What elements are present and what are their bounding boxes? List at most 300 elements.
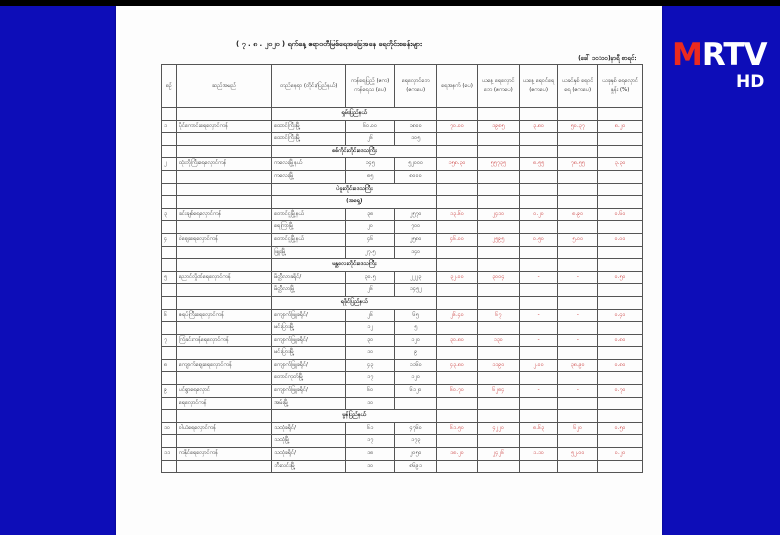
table-cell: မိတ္ထီလာမြို့	[272, 284, 346, 297]
table-cell: ဘီးလင်းမြို့	[272, 460, 346, 473]
table-cell: ၁၂၀	[395, 372, 437, 385]
table-cell: ၄၃	[346, 359, 395, 372]
header-cell: ယခုနှစ် ရေလှောင်နှုန်း (%)	[598, 65, 643, 108]
table-cell: ၇၀.၀၀	[437, 120, 477, 133]
section-heading: ပဲခူးတိုင်းဒေသကြီး	[272, 183, 437, 196]
section-row	[162, 296, 643, 309]
empty-cell	[598, 259, 643, 272]
table-cell: ၁၇	[346, 372, 395, 385]
table-cell: ၁၄၀	[395, 246, 437, 259]
empty-cell	[477, 296, 519, 309]
table-cell	[176, 284, 271, 297]
empty-cell	[437, 196, 477, 209]
table-cell	[176, 322, 271, 335]
table-cell: ၈	[162, 359, 177, 372]
table-cell	[162, 347, 177, 360]
table-cell: အမ်းမြို့	[272, 397, 346, 410]
section-row	[162, 410, 643, 423]
table-cell	[520, 397, 558, 410]
empty-cell	[437, 108, 477, 121]
table-cell: ၃.၃၀	[598, 158, 643, 171]
table-cell: ၈၀၀၀	[395, 170, 437, 183]
table-cell: ၀.၂၀	[520, 208, 558, 221]
table-cell	[437, 284, 477, 297]
table-row	[162, 448, 643, 461]
empty-cell	[162, 183, 177, 196]
table-cell: ၃	[162, 208, 177, 221]
header-cell: ကန်ရေပြည့် (ဧက) ကန်ရေသ (ပေ)	[346, 65, 395, 108]
table-cell: ထောင်ကြီးမြို့	[272, 120, 346, 133]
table-cell	[520, 284, 558, 297]
table-cell	[437, 221, 477, 234]
table-cell	[176, 170, 271, 183]
table-cell: ထုံးဘိုကြီးရေလှောင်ကန်	[176, 158, 271, 171]
table-row	[162, 372, 643, 385]
table-cell: ၃၀၀၄	[477, 271, 519, 284]
logo-letters-rtv: RTV	[701, 37, 767, 73]
table-cell	[477, 397, 519, 410]
table-cell	[176, 133, 271, 146]
empty-cell	[477, 259, 519, 272]
table-cell: ၈.၅၅	[520, 158, 558, 171]
section-heading: မွန်ပြည်နယ်	[272, 410, 437, 423]
table-cell: ၁၃၀	[477, 334, 519, 347]
section-heading: မန္တလေးတိုင်းဒေသကြီး	[272, 259, 437, 272]
header-cell: ရေလှောင်ဘေ (ဧကပေ)	[395, 65, 437, 108]
table-cell: ၈၅	[346, 170, 395, 183]
table-cell: ၁၈၀၀	[395, 120, 437, 133]
table-cell: ၀.၈၀	[598, 359, 643, 372]
header-cell: ယခင်နှစ် ရေဝင်ရေ (ဧကပေ)	[558, 65, 598, 108]
table-cell: ၆၂၈၄	[477, 385, 519, 398]
table-cell: -	[520, 309, 558, 322]
table-cell: ပင်ရွာရေလှောင်	[176, 385, 271, 398]
table-cell	[162, 221, 177, 234]
table-cell	[162, 397, 177, 410]
table-cell: ၁၈.၂၀	[437, 448, 477, 461]
table-row	[162, 460, 643, 473]
table-cell: ၁၀	[346, 347, 395, 360]
section-heading: စစ်ကိုင်းတိုင်းဒေသကြီး	[272, 145, 437, 158]
empty-cell	[437, 145, 477, 158]
empty-cell	[176, 108, 271, 121]
table-cell: ၀.၂၀	[598, 448, 643, 461]
table-cell	[477, 435, 519, 448]
table-cell: ၂.၀၀	[520, 359, 558, 372]
reservoir-table	[161, 64, 643, 473]
table-row	[162, 435, 643, 448]
empty-cell	[162, 108, 177, 121]
table-cell: ၂၅၇၀	[395, 208, 437, 221]
table-cell	[162, 133, 177, 146]
empty-cell	[176, 296, 271, 309]
table-cell: ၈.၉၀	[558, 208, 598, 221]
empty-cell	[598, 145, 643, 158]
empty-cell	[176, 196, 271, 209]
table-cell: ၁၂	[346, 322, 395, 335]
table-cell	[598, 246, 643, 259]
empty-cell	[520, 108, 558, 121]
empty-cell	[437, 410, 477, 423]
table-cell: ကျောက်ဖြူခရိုင်/	[272, 309, 346, 322]
table-body	[162, 108, 643, 473]
table-row	[162, 397, 643, 410]
table-cell: တောင်ငူမြို့နယ်	[272, 233, 346, 246]
table-cell: ၂၄၂၆	[477, 448, 519, 461]
table-cell: ၇၀၀	[395, 221, 437, 234]
table-cell: ၂၀	[346, 221, 395, 234]
empty-cell	[176, 145, 271, 158]
table-cell: ၆၂၀	[558, 422, 598, 435]
empty-cell	[558, 196, 598, 209]
table-cell: ကနိုင်ရေလှောင်ကန်	[176, 448, 271, 461]
table-cell	[477, 322, 519, 335]
table-cell	[598, 347, 643, 360]
table-cell	[520, 460, 558, 473]
document-page	[116, 6, 662, 535]
table-cell: ၁၇	[346, 435, 395, 448]
table-row	[162, 322, 643, 335]
empty-cell	[558, 108, 598, 121]
table-cell: ၃၂.၀၀	[437, 271, 477, 284]
table-cell: ၁	[162, 120, 177, 133]
table-cell: ၁၂၀	[395, 334, 437, 347]
table-cell: ၀.၆၀	[598, 208, 643, 221]
table-cell: ၂၂၂၃	[395, 271, 437, 284]
table-cell: ရေကြာမြို့	[272, 221, 346, 234]
table-cell: ၁၁၉၀	[477, 359, 519, 372]
table-cell	[520, 170, 558, 183]
empty-cell	[598, 196, 643, 209]
table-cell: ၂၄၁၀	[477, 208, 519, 221]
table-cell: ၀.၇၀	[598, 385, 643, 398]
table-cell: ၃.၈၀	[520, 120, 558, 133]
table-cell: -	[558, 385, 598, 398]
empty-cell	[437, 296, 477, 309]
empty-cell	[520, 196, 558, 209]
logo-wordmark	[672, 38, 766, 72]
table-cell: ၂၆	[346, 284, 395, 297]
table-cell: ၃၈	[346, 208, 395, 221]
table-cell: ၆၁	[346, 422, 395, 435]
table-cell	[437, 133, 477, 146]
empty-cell	[477, 183, 519, 196]
table-cell: ၀.၈၀	[598, 334, 643, 347]
table-cell: ၁၇၃	[395, 435, 437, 448]
table-cell: သထုံမြို့	[272, 435, 346, 448]
table-row	[162, 347, 643, 360]
table-cell: ရေလှောင်ကန်	[176, 397, 271, 410]
table-cell	[437, 460, 477, 473]
table-row	[162, 233, 643, 246]
empty-cell	[176, 259, 271, 272]
header-cell: ဆည်အမည်	[176, 65, 271, 108]
table-cell	[598, 397, 643, 410]
header-cell: တည်နေရာ (တိုင်း/ပြည်နယ်)	[272, 65, 346, 108]
table-cell	[558, 133, 598, 146]
table-cell	[437, 246, 477, 259]
table-cell: ၀.၅၀	[598, 422, 643, 435]
table-cell	[598, 372, 643, 385]
table-row	[162, 133, 643, 146]
empty-cell	[598, 108, 643, 121]
empty-cell	[162, 259, 177, 272]
table-cell: ၀.၅၀	[598, 271, 643, 284]
table-cell: မိတ္ထီလာခရိုင်/	[272, 271, 346, 284]
table-cell: ၆၀.၇၀	[437, 385, 477, 398]
table-cell: တောင်ငူမြို့နယ်	[272, 208, 346, 221]
table-cell: ဝဲဈေးရေလှောင်ကန်	[176, 233, 271, 246]
table-cell	[520, 347, 558, 360]
header-cell: ယနေ့ ရေဝင်ရေ (ဧကပေ)	[520, 65, 558, 108]
empty-cell	[162, 410, 177, 423]
table-cell	[176, 246, 271, 259]
empty-cell	[437, 259, 477, 272]
table-cell: -	[520, 385, 558, 398]
empty-cell	[176, 410, 271, 423]
table-cell: -	[558, 334, 598, 347]
table-cell	[162, 460, 177, 473]
table-cell: ၂၀၅၀	[395, 448, 437, 461]
table-cell	[558, 322, 598, 335]
table-row	[162, 422, 643, 435]
table-cell: ဝါယံရေလှောင်ကန်	[176, 422, 271, 435]
table-cell: ကလေးမြို့	[272, 170, 346, 183]
table-cell: ၂၆	[346, 309, 395, 322]
header-cell: ယနေ့ ရေလှောင်ဘေ (ဧကပေ)	[477, 65, 519, 108]
table-cell	[520, 246, 558, 259]
empty-cell	[162, 296, 177, 309]
table-cell	[437, 435, 477, 448]
table-cell	[162, 170, 177, 183]
empty-cell	[598, 410, 643, 423]
empty-cell	[558, 145, 598, 158]
table-cell	[176, 435, 271, 448]
table-cell: ၁၀၅	[395, 133, 437, 146]
table-cell: ၂၅၉၅	[477, 233, 519, 246]
table-row	[162, 271, 643, 284]
table-cell	[477, 347, 519, 360]
table-cell: ၅၂၀၀၀	[395, 158, 437, 171]
table-cell: ကျောက်ဖြူခရိုင်/	[272, 385, 346, 398]
table-cell	[558, 246, 598, 259]
table-cell	[558, 460, 598, 473]
table-cell: ၃၈.၉၀	[558, 359, 598, 372]
table-row	[162, 158, 643, 171]
mrtv-hd-logo	[672, 38, 776, 96]
table-cell: ၁၄၅	[346, 158, 395, 171]
table-cell: ၀.၅၀	[520, 233, 558, 246]
table-cell: ၂	[162, 158, 177, 171]
table-cell	[520, 372, 558, 385]
empty-cell	[558, 183, 598, 196]
table-cell: ၃၀.၈၀	[437, 334, 477, 347]
table-cell: ၄၆.၀၀	[437, 233, 477, 246]
table-cell: ဇရပ်ကြီးရေလှောင်ကန်	[176, 309, 271, 322]
table-cell	[437, 347, 477, 360]
table-cell: ၈.၆၃	[520, 422, 558, 435]
table-cell: ကျောက်ဖြူခရိုင်/	[272, 359, 346, 372]
table-row	[162, 385, 643, 398]
table-cell: ထောင်ကြီးမြို့	[272, 133, 346, 146]
table-cell: ၄	[162, 233, 177, 246]
table-cell: ဖြူးမြို့	[272, 246, 346, 259]
table-cell: -	[520, 334, 558, 347]
table-cell: မင်းပြားမြို့	[272, 347, 346, 360]
empty-cell	[477, 196, 519, 209]
table-cell: ၀.၄၀	[598, 309, 643, 322]
empty-cell	[598, 296, 643, 309]
table-cell: ၆၇	[477, 309, 519, 322]
table-cell	[176, 347, 271, 360]
table-cell: ၅၂.၀၀	[558, 448, 598, 461]
table-cell	[598, 322, 643, 335]
table-cell	[558, 347, 598, 360]
table-cell	[598, 460, 643, 473]
empty-cell	[437, 183, 477, 196]
table-cell	[598, 133, 643, 146]
table-cell	[162, 284, 177, 297]
table-row	[162, 208, 643, 221]
header-cell: စဉ်	[162, 65, 177, 108]
table-cell	[176, 221, 271, 234]
document-title: ( ၇ . ၈ . ၂၀၂၀ ) ရက်နေ့ ဧရာဝတီမြစ်ရေအခြေအနေ ရေတိုင်းစခန်းများ	[236, 40, 422, 48]
table-cell: ၂၆.၄၀	[437, 309, 477, 322]
empty-cell	[176, 183, 271, 196]
document-subtitle: (ခေါ် ၁၀:၀၀)နာရီ စာရင်း	[578, 55, 636, 62]
table-cell: သထုံခရိုင်/	[272, 422, 346, 435]
table-cell	[437, 372, 477, 385]
table-cell: ၆၀	[346, 385, 395, 398]
empty-cell	[558, 410, 598, 423]
table-cell	[437, 170, 477, 183]
table-cell: ၁၀	[162, 422, 177, 435]
table-cell: ၄၃.၈၀	[437, 359, 477, 372]
table-cell	[520, 322, 558, 335]
table-cell: ၃၀.၅	[346, 271, 395, 284]
table-cell	[162, 322, 177, 335]
table-cell: ၃၀	[346, 334, 395, 347]
table-cell: ၈၆၉၁	[395, 460, 437, 473]
table-cell	[558, 170, 598, 183]
empty-cell	[520, 183, 558, 196]
table-row	[162, 120, 643, 133]
table-cell: ပိုင်ကောင်းရေလှောင်ကန်	[176, 120, 271, 133]
table-cell: ၅	[395, 322, 437, 335]
table-cell: ၁၉၈၅	[477, 120, 519, 133]
table-cell: ၅	[162, 271, 177, 284]
empty-cell	[162, 145, 177, 158]
table-cell: ၁၃.၆၀	[437, 208, 477, 221]
table-cell: ၂၆	[346, 133, 395, 146]
table-cell: ၇	[162, 334, 177, 347]
empty-cell	[477, 108, 519, 121]
section-heading: ရှမ်းပြည်နယ်	[272, 108, 437, 121]
table-cell: -	[558, 309, 598, 322]
table-cell	[437, 322, 477, 335]
table-cell: ညောင်လှိုဏ်ရေလှောင်ကန်	[176, 271, 271, 284]
section-row	[162, 108, 643, 121]
table-cell: ကျောက်ဖြူခရိုင်/	[272, 334, 346, 347]
table-cell: မင်းပြားမြို့	[272, 322, 346, 335]
table-cell	[598, 435, 643, 448]
table-row	[162, 221, 643, 234]
table-cell: ၁၅၈.၃၀	[437, 158, 477, 171]
table-cell: -	[520, 271, 558, 284]
section-row	[162, 196, 643, 209]
table-cell: ၆၅	[395, 309, 437, 322]
section-row	[162, 259, 643, 272]
table-row	[162, 284, 643, 297]
table-cell: တောင်ကုတ်မြို့	[272, 372, 346, 385]
table-row	[162, 359, 643, 372]
table-cell	[558, 372, 598, 385]
table-cell	[162, 435, 177, 448]
table-cell: ၁၈	[346, 448, 395, 461]
table-cell	[477, 372, 519, 385]
empty-cell	[598, 183, 643, 196]
table-cell: ၁၁၆၀	[395, 359, 437, 372]
table-header-row	[162, 65, 643, 108]
table-cell	[598, 221, 643, 234]
table-cell: ၉	[162, 385, 177, 398]
table-cell	[520, 133, 558, 146]
section-heading: ရခိုင်ပြည်နယ်	[272, 296, 437, 309]
table-cell: ကြံခင်းကန်ရေလှောင်ကန်	[176, 334, 271, 347]
table-cell: ၄၂၂၀	[477, 422, 519, 435]
logo-letter-m: M	[672, 37, 702, 73]
empty-cell	[520, 296, 558, 309]
table-cell	[437, 397, 477, 410]
empty-cell	[477, 410, 519, 423]
table-cell: ခင်းချစ်ရေလှောင်ကန်	[176, 208, 271, 221]
table-cell: ၁၀	[346, 397, 395, 410]
empty-cell	[520, 145, 558, 158]
table-cell: ကျောက်ဈေးရေလှောင်ကန်	[176, 359, 271, 372]
empty-cell	[558, 296, 598, 309]
table-cell	[558, 397, 598, 410]
table-cell: သထုံခရိုင်/	[272, 448, 346, 461]
section-row	[162, 145, 643, 158]
table-cell: ၅၀.၃၇	[558, 120, 598, 133]
table-cell: ကလေးမြို့နယ်	[272, 158, 346, 171]
table-cell: -	[558, 271, 598, 284]
table-cell	[176, 460, 271, 473]
table-cell	[176, 372, 271, 385]
table-cell	[477, 221, 519, 234]
table-row	[162, 334, 643, 347]
table-cell: ၆၁၂၀	[395, 385, 437, 398]
table-cell: ၁၁	[162, 448, 177, 461]
table-cell	[598, 284, 643, 297]
table-cell	[520, 221, 558, 234]
table-cell: ၅၅၇၃၅	[477, 158, 519, 171]
table-cell	[477, 133, 519, 146]
table-cell: ၄၆	[346, 233, 395, 246]
empty-cell	[520, 259, 558, 272]
table-cell	[520, 435, 558, 448]
table-cell: ၆၀.၀၀	[346, 120, 395, 133]
table-cell: ၆	[162, 309, 177, 322]
empty-cell	[477, 145, 519, 158]
section-heading: (အရှေ့)	[272, 196, 437, 209]
section-row	[162, 183, 643, 196]
table-cell	[477, 284, 519, 297]
table-cell: ၂၇.၅	[346, 246, 395, 259]
empty-cell	[162, 196, 177, 209]
table-cell	[477, 170, 519, 183]
table-cell	[162, 372, 177, 385]
